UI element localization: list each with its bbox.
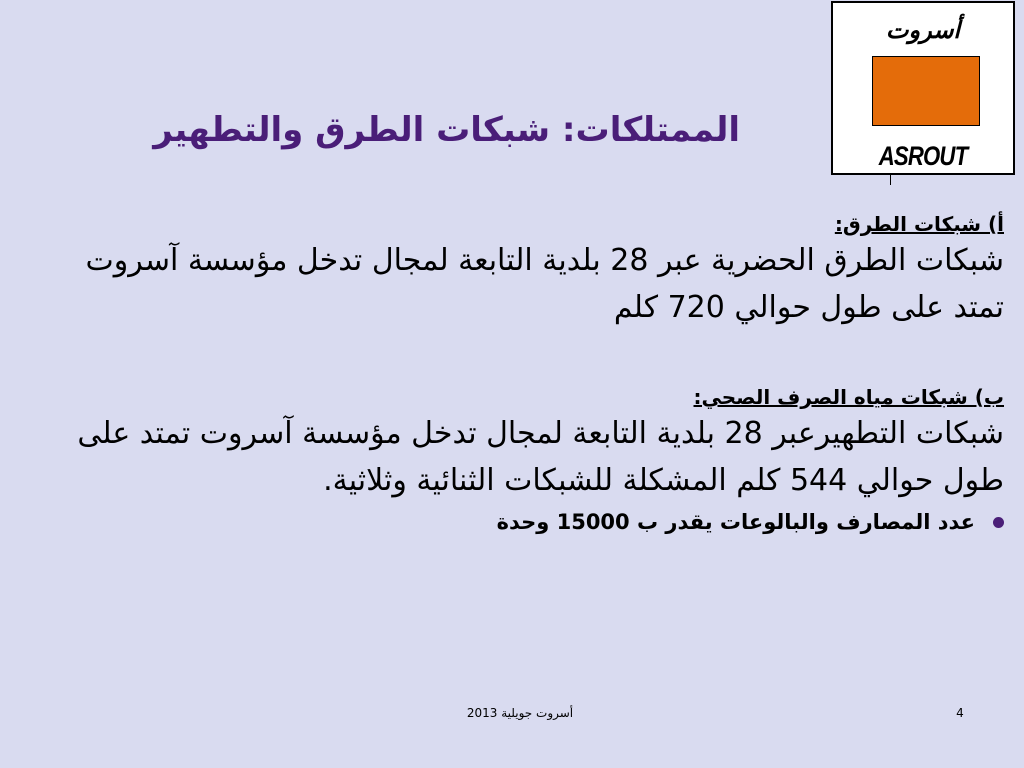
logo-latin-name: ASROUT (878, 141, 968, 171)
section-b-heading: ب) شبكات مياه الصرف الصحي: (693, 385, 1004, 409)
section-a-heading: أ) شبكات الطرق: (834, 212, 1004, 236)
section-a-paragraph: شبكات الطرق الحضرية عبر 28 بلدية التابعة لمجال تدخل مؤسسة آسروت تمتد على طول حوالي 720 كلم (85, 243, 1004, 325)
section-b-paragraph: شبكات التطهيرعبر 28 بلدية التابعة لمجال تدخل مؤسسة آسروت تمتد على طول حوالي 544 كلم المشكلة للشبكات الثنائية وثلاثية. (77, 416, 1004, 498)
slide-title: الممتلكات: شبكات الطرق والتطهير (153, 110, 740, 150)
logo-tick-mark (890, 175, 891, 185)
page-number: 4 (956, 706, 964, 720)
logo-orange-square (872, 56, 980, 126)
spacer (60, 331, 1004, 383)
footer-date: أسروت جويلية 2013 (466, 706, 574, 720)
logo-arabic-name: أسروت (885, 15, 961, 44)
company-logo (831, 1, 1015, 175)
slide-content (60, 210, 1004, 534)
bullet-text: عدد المصارف والبالوعات يقدر ب 15000 وحدة (496, 510, 975, 534)
bullet-dot-icon (993, 517, 1004, 528)
bullet-item (60, 510, 1004, 534)
